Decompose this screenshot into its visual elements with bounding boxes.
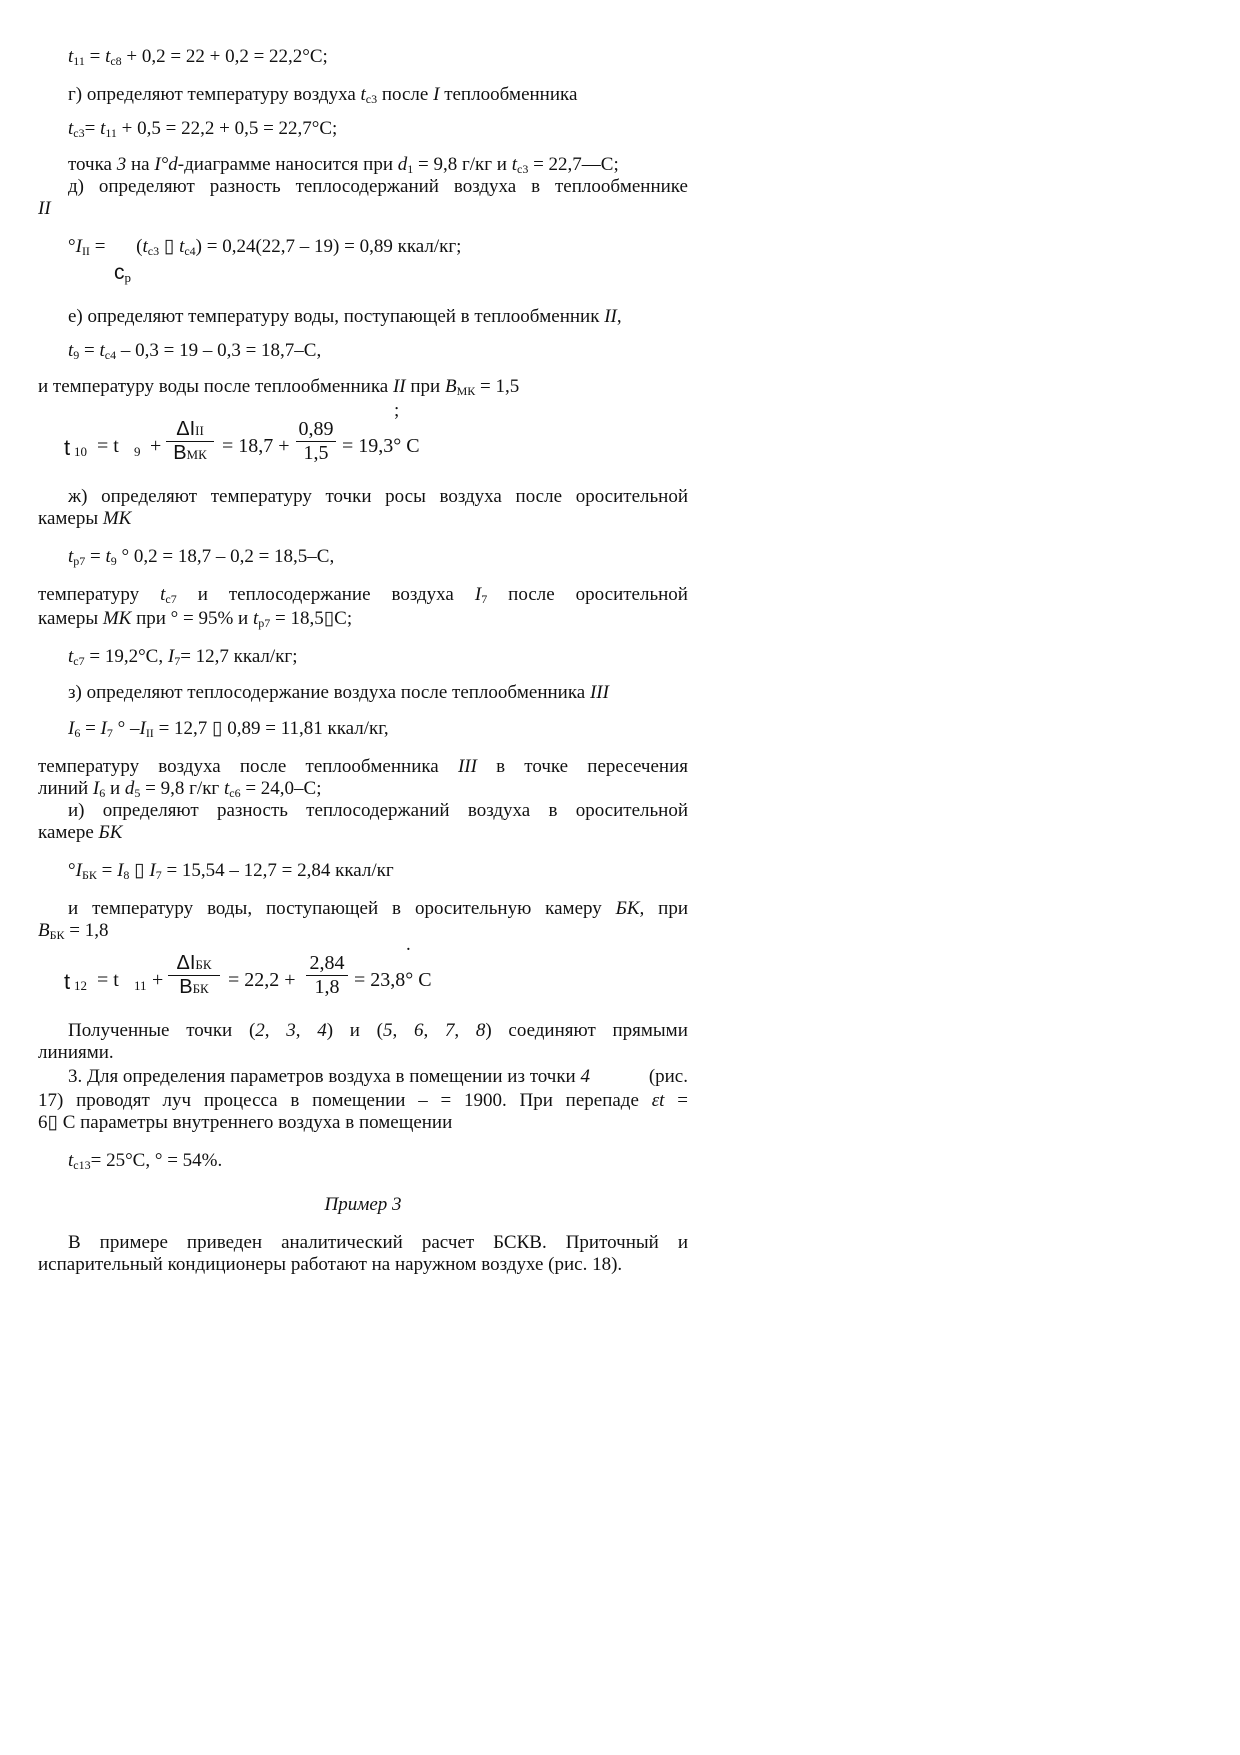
b-bk-value <box>38 920 688 942</box>
word: камеру <box>545 898 602 919</box>
var-t: t <box>64 969 71 994</box>
step-e <box>68 306 688 328</box>
roman-numeral: III <box>457 756 477 777</box>
var-t: t <box>68 46 74 67</box>
word: после <box>239 756 287 777</box>
result: = 19,3° C <box>342 435 420 457</box>
word: Полученные <box>68 1020 170 1041</box>
subscript: II <box>145 726 154 740</box>
var-t: t <box>105 46 111 67</box>
text: = 9,8 г/кг и <box>413 154 512 175</box>
equation-t10: t 10 = t 9 + ΔIII BМК = 18,7 + 0,89 1,5 = 19,3° C <box>64 418 420 464</box>
var-delta-t: εt <box>651 1090 665 1111</box>
var-t: t <box>68 646 74 667</box>
subscript: 6 <box>74 726 81 740</box>
text: ° – <box>112 718 140 739</box>
subscript: c3 <box>73 126 85 140</box>
point-group-2 <box>377 1020 398 1042</box>
indoor-params <box>68 1150 688 1172</box>
var-b: B <box>38 920 50 941</box>
text: теплообменника <box>439 84 578 105</box>
tc7-i7-intro <box>38 584 688 606</box>
equation-delta-i-ii <box>68 236 688 258</box>
numerator <box>168 952 220 975</box>
var-i: I <box>75 860 82 881</box>
roman-numeral: II <box>604 306 617 327</box>
text: = <box>85 546 106 567</box>
subscript: c3 <box>517 162 529 176</box>
subscript: р7 <box>258 616 271 630</box>
word: теплосодержание <box>228 584 371 605</box>
equation-tp7 <box>68 546 688 568</box>
word: воздуха <box>158 756 221 777</box>
word: 17) <box>38 1090 64 1111</box>
text: ° 0,2 = 18,7 – 0,2 = 18,5–C, <box>116 546 335 567</box>
text: камере <box>38 822 99 843</box>
subscript: р7 <box>73 554 86 568</box>
temp-after-iii <box>38 756 688 778</box>
var-tc7 <box>160 584 177 606</box>
text: и <box>105 778 125 799</box>
var-i: I <box>149 860 156 881</box>
equation-delta-i-bk <box>68 860 688 882</box>
var-t: t <box>511 154 518 175</box>
roman-numeral: I <box>433 84 440 105</box>
point-number: 3 <box>116 154 127 175</box>
var-i: I <box>474 584 482 605</box>
equation-t12: t 12 = t 11 + ΔIБК BБК = 22,2 + 2,84 1,8 = 23,8° C <box>64 952 432 998</box>
text: з) определяют теплосодержание воздуха после теплообменника <box>68 682 590 703</box>
var-b: B <box>179 976 193 998</box>
delta-i: ΔI <box>176 952 196 974</box>
subscript: БК <box>49 928 65 942</box>
word: в <box>392 898 402 919</box>
text: + 0,5 = 22,2 + 0,5 = 22,7°C; <box>116 118 338 139</box>
word: и <box>197 584 208 605</box>
subscript: БК <box>192 981 209 996</box>
fraction-284-over-18 <box>306 952 348 999</box>
subscript: c6 <box>229 786 241 800</box>
delta-symbol: ° <box>68 236 76 257</box>
text: 3. Для определения параметров воздуха в помещении из точки <box>68 1066 581 1087</box>
word: помещении <box>312 1090 406 1111</box>
equals-t: = t <box>97 969 119 991</box>
text: = <box>80 718 101 739</box>
word: проводят <box>76 1090 150 1111</box>
chamber-name: БК <box>98 822 123 843</box>
temp-after-iii-cont <box>38 778 688 800</box>
numerator: 2,84 <box>309 952 345 974</box>
text: е) определяют температуру воды, поступающей в теплообменник <box>68 306 605 327</box>
word: оросительную <box>414 898 532 919</box>
subscript: 6 <box>99 786 106 800</box>
chamber-name: БК, <box>615 898 645 919</box>
denominator: 1,5 <box>303 442 329 464</box>
word: теплообменника <box>305 756 439 777</box>
var-t: t <box>99 340 105 361</box>
point-group-1 <box>249 1020 270 1042</box>
plus: + <box>152 969 164 991</box>
text: = 12,7 ▯ 0,89 = 11,81 ккал/кг, <box>153 718 389 739</box>
var-t: t <box>252 608 259 629</box>
var-i: I <box>139 718 146 739</box>
text: – 0,3 = 19 – 0,3 = 18,7–C, <box>116 340 322 361</box>
result: = 23,8° C <box>354 969 432 991</box>
text: (рис. <box>648 1066 688 1087</box>
period: . <box>406 934 411 955</box>
text: ( <box>136 236 143 257</box>
subscript: c13 <box>73 1158 91 1172</box>
step-d-cont <box>38 198 688 220</box>
var-i: I <box>92 778 100 799</box>
var-i: I <box>68 718 75 739</box>
text: + 0,2 = 22 + 0,2 = 22,2°C; <box>121 46 328 67</box>
step-zh: ж) определяют температуру точки росы воздуха после оросительной <box>68 486 688 507</box>
var-t: t <box>360 84 366 105</box>
var-t: t <box>223 778 230 799</box>
points-connected-cont: линиями. <box>38 1042 114 1063</box>
point-group-1c <box>317 1020 333 1042</box>
var-b: B <box>444 376 457 397</box>
diagram-name: I°d <box>154 154 178 175</box>
word: = <box>440 1090 452 1111</box>
text: камеры <box>38 508 103 529</box>
numerator: 0,89 <box>298 418 334 440</box>
var-t: t <box>68 1150 74 1171</box>
subscript: 7 <box>174 654 181 668</box>
example-3-paragraph-cont: испарительный кондиционеры работают на наружном воздухе (рис. 18). <box>38 1254 623 1275</box>
word: температуру <box>38 584 140 605</box>
text: = 18,7 + <box>222 435 290 457</box>
text: , <box>616 306 622 327</box>
point-group-1b <box>286 1020 300 1042</box>
process-ray-cont: 6▯ C параметры внутреннего воздуха в помещении <box>38 1112 453 1133</box>
denominator <box>168 976 220 999</box>
chamber-name: МК <box>102 508 132 529</box>
roman-numeral: II <box>38 198 51 219</box>
var-t: t <box>68 546 74 567</box>
text: = 19,2°C, <box>84 646 168 667</box>
step-z <box>68 682 688 704</box>
roman-numeral: III <box>589 682 609 703</box>
process-ray <box>38 1090 688 1112</box>
equals-t: = t <box>97 435 119 457</box>
numerator <box>166 418 214 441</box>
subscript: 7 <box>155 868 162 882</box>
point-number: 4 <box>580 1066 590 1087</box>
semicolon: ; <box>394 400 400 421</box>
subscript: c7 <box>165 592 177 606</box>
word: точки <box>186 1020 233 1041</box>
water-temp-bk <box>68 898 688 920</box>
word: перепаде <box>565 1090 639 1111</box>
word: процесса <box>203 1090 278 1111</box>
paren: ) <box>485 1020 492 1041</box>
var-c: c <box>114 261 125 284</box>
word: луч <box>162 1090 192 1111</box>
subscript: c4 <box>104 348 117 362</box>
subscript: БК <box>81 868 97 882</box>
var-t: t <box>68 118 74 139</box>
point-number: 4 <box>317 1020 327 1041</box>
point-number: 5 <box>382 1020 393 1041</box>
subscript: c3 <box>147 244 160 258</box>
point-3-note <box>68 154 688 176</box>
text: = 15,54 – 12,7 = 2,84 ккал/кг <box>161 860 394 881</box>
word: пересечения <box>587 756 688 777</box>
word: после <box>508 584 555 605</box>
point-group-2c <box>445 1020 459 1042</box>
word: в <box>496 756 506 777</box>
paren: ( <box>248 1020 256 1041</box>
subscript: c4 <box>184 244 196 258</box>
var-i: I <box>75 236 82 257</box>
word: прямыми <box>612 1020 688 1041</box>
subscript: 9 <box>73 348 80 362</box>
subscript: 7 <box>481 592 488 606</box>
paren: ( <box>376 1020 383 1041</box>
example-3-paragraph: В примере приведен аналитический расчет БСКВ. Приточный и <box>68 1232 688 1253</box>
water-temp-after-ii <box>38 376 688 398</box>
subscript: 5 <box>134 786 141 800</box>
section-heading: Пример 3 <box>324 1194 402 1215</box>
word: – <box>418 1090 428 1111</box>
text: ) = 0,24(22,7 – 19) = 0,89 ккал/кг; <box>195 236 462 257</box>
point-number: 7 <box>444 1020 455 1041</box>
text: -диаграмме наносится при <box>177 154 398 175</box>
subscript: 11 <box>73 54 85 68</box>
var-t: t <box>179 236 185 257</box>
var-t: t <box>160 584 166 605</box>
fraction-089-over-15 <box>296 418 336 465</box>
word: температуру <box>38 756 140 777</box>
subscript: 7 <box>106 726 113 740</box>
word: поступающей <box>265 898 379 919</box>
subscript: 1 <box>407 162 414 176</box>
point-group-2d <box>476 1020 492 1042</box>
comma: , <box>454 1020 460 1041</box>
delta-i: ΔI <box>176 418 196 440</box>
step-i: и) определяют разность теплосодержаний воздуха в оросительной <box>68 800 688 821</box>
missing-glyph: ▯ <box>159 236 180 257</box>
text <box>97 435 119 458</box>
fraction-delta-i-bk-over-bbk <box>168 952 220 999</box>
step-g <box>68 84 688 106</box>
subscript: 8 <box>123 868 130 882</box>
text: = <box>89 236 111 257</box>
point-number: 6 <box>413 1020 424 1041</box>
var-i7 <box>475 584 487 606</box>
text: и температуру воды после теплообменника <box>38 376 393 397</box>
result-tc7-i7 <box>68 646 688 668</box>
cp-coefficient <box>114 262 154 284</box>
denominator: 1,8 <box>314 976 340 998</box>
step-d: д) определяют разность теплосодержаний воздуха в теплообменнике <box>68 176 688 197</box>
equation-t9 <box>68 340 688 362</box>
var-b: B <box>173 442 187 464</box>
text: = 22,7—C; <box>528 154 619 175</box>
var-t: t <box>142 236 148 257</box>
word: при <box>658 898 688 919</box>
equation-t11 <box>68 46 688 68</box>
var-d: d <box>397 154 408 175</box>
text: = 1,5 <box>475 376 520 397</box>
subscript: p <box>124 270 131 285</box>
word: воздуха <box>391 584 454 605</box>
subscript: БК <box>195 957 212 972</box>
missing-glyph: ▯ <box>129 860 150 881</box>
step-3 <box>68 1066 688 1088</box>
word: оросительной <box>575 584 688 605</box>
subscript: c8 <box>110 54 122 68</box>
text: = 9,8 г/кг <box>140 778 224 799</box>
chamber-name: МК <box>102 608 132 629</box>
var-d: d <box>124 778 135 799</box>
text: = <box>79 340 100 361</box>
plus: + <box>150 435 162 457</box>
roman-numeral: II <box>392 376 406 397</box>
text: = 12,7 ккал/кг; <box>180 646 298 667</box>
text: = 22,2 + <box>228 969 296 991</box>
text: = <box>96 860 118 881</box>
mk-conditions <box>38 608 688 630</box>
word: и <box>68 898 79 919</box>
paren: ) <box>326 1020 334 1041</box>
step-i-cont <box>38 822 688 844</box>
text: точка <box>68 154 117 175</box>
subscript: II <box>81 244 90 258</box>
subscript: 9 <box>110 554 117 568</box>
subscript: МК <box>456 384 476 398</box>
word: = <box>677 1090 688 1111</box>
text: после <box>377 84 434 105</box>
subscript: МК <box>186 447 207 462</box>
equation-tc3 <box>68 118 688 140</box>
var-t: t <box>100 118 106 139</box>
text: линий <box>38 778 93 799</box>
subscript: c7 <box>73 654 85 668</box>
text: = <box>84 118 101 139</box>
subscript: II <box>195 423 204 438</box>
denominator <box>166 442 214 465</box>
text: = 24,0–C; <box>240 778 322 799</box>
word: соединяют <box>508 1020 596 1041</box>
var-t: t <box>64 435 71 460</box>
text: = 18,5▯C; <box>270 608 353 629</box>
step-zh-cont <box>38 508 688 530</box>
points-connected <box>68 1020 688 1042</box>
var-t: t <box>68 340 74 361</box>
comma: , <box>423 1020 429 1041</box>
text: при <box>405 376 445 397</box>
word: 1900. <box>464 1090 507 1111</box>
equation-i6 <box>68 718 688 740</box>
point-number: 2 <box>255 1020 265 1041</box>
delta-symbol: ° <box>68 860 76 881</box>
word: в <box>290 1090 300 1111</box>
word: температуру <box>92 898 194 919</box>
point-number: 8 <box>475 1020 486 1041</box>
var-i: I <box>117 860 124 881</box>
comma: , <box>264 1020 270 1041</box>
text: на <box>126 154 155 175</box>
var-i: I <box>100 718 107 739</box>
text: = 25°C, ° = 54%. <box>90 1150 223 1171</box>
subscript: 11 <box>105 126 117 140</box>
text: = 1,8 <box>64 920 109 941</box>
word: При <box>519 1090 553 1111</box>
var-t: t <box>105 546 111 567</box>
comma: , <box>392 1020 398 1041</box>
word: воды, <box>207 898 253 919</box>
comma: , <box>295 1020 301 1041</box>
point-number: 3 <box>286 1020 296 1041</box>
word: точке <box>524 756 569 777</box>
text: = <box>84 46 106 67</box>
text: при ° = 95% и <box>131 608 253 629</box>
step-3-text <box>68 1066 590 1088</box>
text: камеры <box>38 608 103 629</box>
text: г) определяют температуру воздуха <box>68 84 361 105</box>
point-group-2b <box>414 1020 428 1042</box>
subscript: c3 <box>365 92 378 106</box>
fraction-delta-i-ii-over-bmk <box>166 418 214 465</box>
word: и <box>349 1020 360 1041</box>
var-i: I <box>167 646 175 667</box>
